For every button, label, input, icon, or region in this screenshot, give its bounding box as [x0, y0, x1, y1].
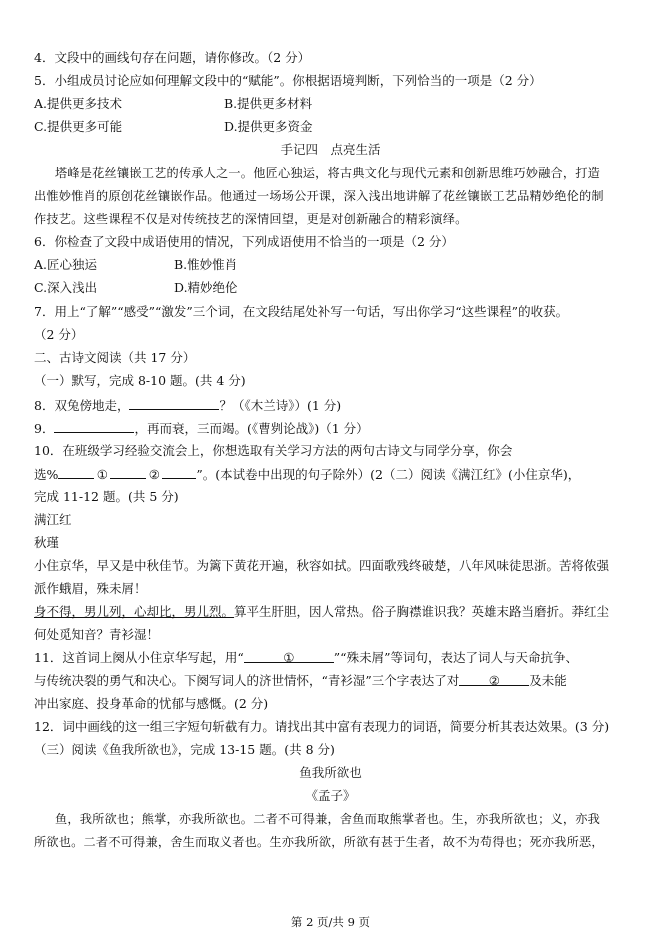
q10-blank-a[interactable]	[58, 466, 94, 479]
page-footer: 第 2 页/共 9 页	[290, 915, 371, 929]
q9-prefix: 9．	[34, 421, 55, 436]
subsection-2-heading: （二）阅读《满江红》(小住京华)，	[383, 467, 581, 482]
q6-option-a: A.匠心独运	[34, 257, 98, 272]
subsection-3-heading: （三）阅读《鱼我所欲也》，完成 13-15 题。(共 8 分)	[34, 742, 335, 757]
q6-option-b: B.惟妙惟肖	[174, 257, 238, 272]
q11-prefix: 11．这首词上阕从小住京华写起，用“	[34, 650, 244, 665]
question-11-line-1	[34, 650, 621, 666]
poem-line-2: 派作蛾眉，殊未屑！	[34, 581, 147, 596]
q8-answer-blank[interactable]	[129, 397, 219, 410]
q5-option-d: D.提供更多资金	[224, 119, 313, 134]
q5-option-b: B.提供更多材料	[224, 96, 313, 111]
q5-option-c: C.提供更多可能	[34, 119, 123, 134]
question-11-line-3: 冲出家庭、投身革命的忧郁与感慨。(2 分)	[34, 696, 269, 711]
poem-author: 秋瑾	[34, 535, 60, 550]
q10-prefix: 选%	[34, 467, 59, 482]
q9-suffix: ，再而衰，三而竭。(《曹刿论战》)（1 分）	[134, 421, 369, 436]
q11-line-2-text: 与传统决裂的勇气和决心。下阕写词人的济世情怀，“青衫湿”三个字表达了对	[34, 673, 460, 688]
q10-blank-b[interactable]	[110, 466, 146, 479]
text-author: 《孟子》	[305, 788, 356, 803]
q6-option-d: D.精妙绝伦	[174, 280, 238, 295]
q5-option-a: A.提供更多技术	[34, 96, 123, 111]
section-2-heading: 二、古诗文阅读（共 17 分）	[34, 350, 196, 365]
q6-option-c: C.深入浅出	[34, 280, 98, 295]
poem-title: 满江红	[34, 512, 72, 527]
poem-line-4: 何处觅知音？青衫湿！	[34, 627, 160, 642]
poem-underlined-phrase: 身不得，男儿列，心却比，男儿烈。	[34, 604, 235, 619]
q5-options-row-2	[34, 119, 621, 135]
q10-suffix: ”。(本试卷中出现的句子除外）(2	[196, 467, 383, 482]
question-7-line-1: 7．用上“了解”“感受”“激发”三个词，在文段结尾处补写一句话，写出你学习“这些课程”的收获。	[34, 304, 569, 319]
question-9	[34, 420, 621, 437]
question-6: 6．你检查了文段中成语使用的情况，下列成语使用不恰当的一项是（2 分）	[34, 234, 454, 249]
q10-marker-2: ②	[148, 467, 160, 482]
poem-line-1: 小住京华，早又是中秋佳节。为篱下黄花开遍，秋容如拭。四面歌残终破楚，八年风味徒思浙。苦将侬强	[34, 558, 610, 573]
q11-line-2-tail: 及未能	[529, 673, 567, 688]
question-10-line-1: 10．在班级学习经验交流会上，你想选取有关学习方法的两句古诗文与同学分享，你会	[34, 443, 513, 458]
question-4: 4．文段中的画线句存在问题，请你修改。（2 分）	[34, 50, 311, 65]
question-12: 12．词中画线的这一组三字短句斩截有力。请找出其中富有表现力的词语，简要分析其表达效果。(3 分)	[34, 719, 610, 734]
passage-line-2: 出惟妙惟肖的原创花丝镶嵌作品。他通过一场场公开课，深入浅出地讲解了花丝镶嵌工艺品精妙绝伦的制	[34, 189, 604, 203]
question-7-line-2: （2 分）	[34, 327, 84, 342]
passage-line-3: 作技艺。这些课程不仅是对传统技艺的深情回望，更是对创新融合的精彩演绎。	[34, 212, 468, 226]
question-11-line-2	[34, 673, 621, 689]
question-5: 5．小组成员讨论应如何理解文段中的“赋能”。你根据语境判断，下列恰当的一项是（2 分）	[34, 73, 542, 88]
passage-line-1: 塔峰是花丝镶嵌工艺的传承人之一。他匠心独运，将古典文化与现代元素和创新思维巧妙融合，打造	[55, 166, 601, 180]
q6-options-row-2	[34, 280, 621, 296]
q5-options-row-1	[34, 96, 621, 112]
q11-blank-2[interactable]: ②	[459, 673, 529, 686]
poem-line-3-rest: 算平生肝胆，因人常热。俗子胸襟谁识我？英雄末路当磨折。莽红尘	[234, 604, 610, 619]
text-line-1: 鱼，我所欲也；熊掌，亦我所欲也。二者不可得兼，舍鱼而取熊掌者也。生，亦我所欲也；义，亦我	[55, 812, 601, 826]
q11-middle: ”“殊未屑”等词句，表达了词人与天命抗争、	[333, 650, 578, 665]
q8-suffix: ？（《木兰诗》）(1 分)	[219, 398, 342, 413]
question-10-line-3: 完成 11-12 题。(共 5 分)	[34, 489, 179, 504]
subsection-1-heading: （一）默写，完成 8-10 题。(共 4 分)	[34, 373, 246, 388]
text-title: 鱼我所欲也	[299, 765, 362, 780]
notes-4-title: 手记四 点亮生活	[280, 142, 381, 157]
q10-blank-c[interactable]	[162, 466, 196, 479]
text-line-2: 所欲也。二者不可得兼，舍生而取义者也。生亦我所欲，所欲有甚于生者，故不为苟得也；死亦我所恶，	[34, 835, 604, 849]
question-10-line-2	[34, 466, 621, 483]
q9-answer-blank[interactable]	[54, 420, 134, 433]
q10-marker-1: ①	[96, 467, 108, 482]
q8-prefix: 8．双兔傍地走，	[34, 398, 130, 413]
poem-line-3	[34, 604, 621, 620]
q11-blank-1[interactable]: ①	[244, 650, 334, 663]
q6-options-row-1	[34, 257, 621, 273]
question-8	[34, 397, 621, 414]
